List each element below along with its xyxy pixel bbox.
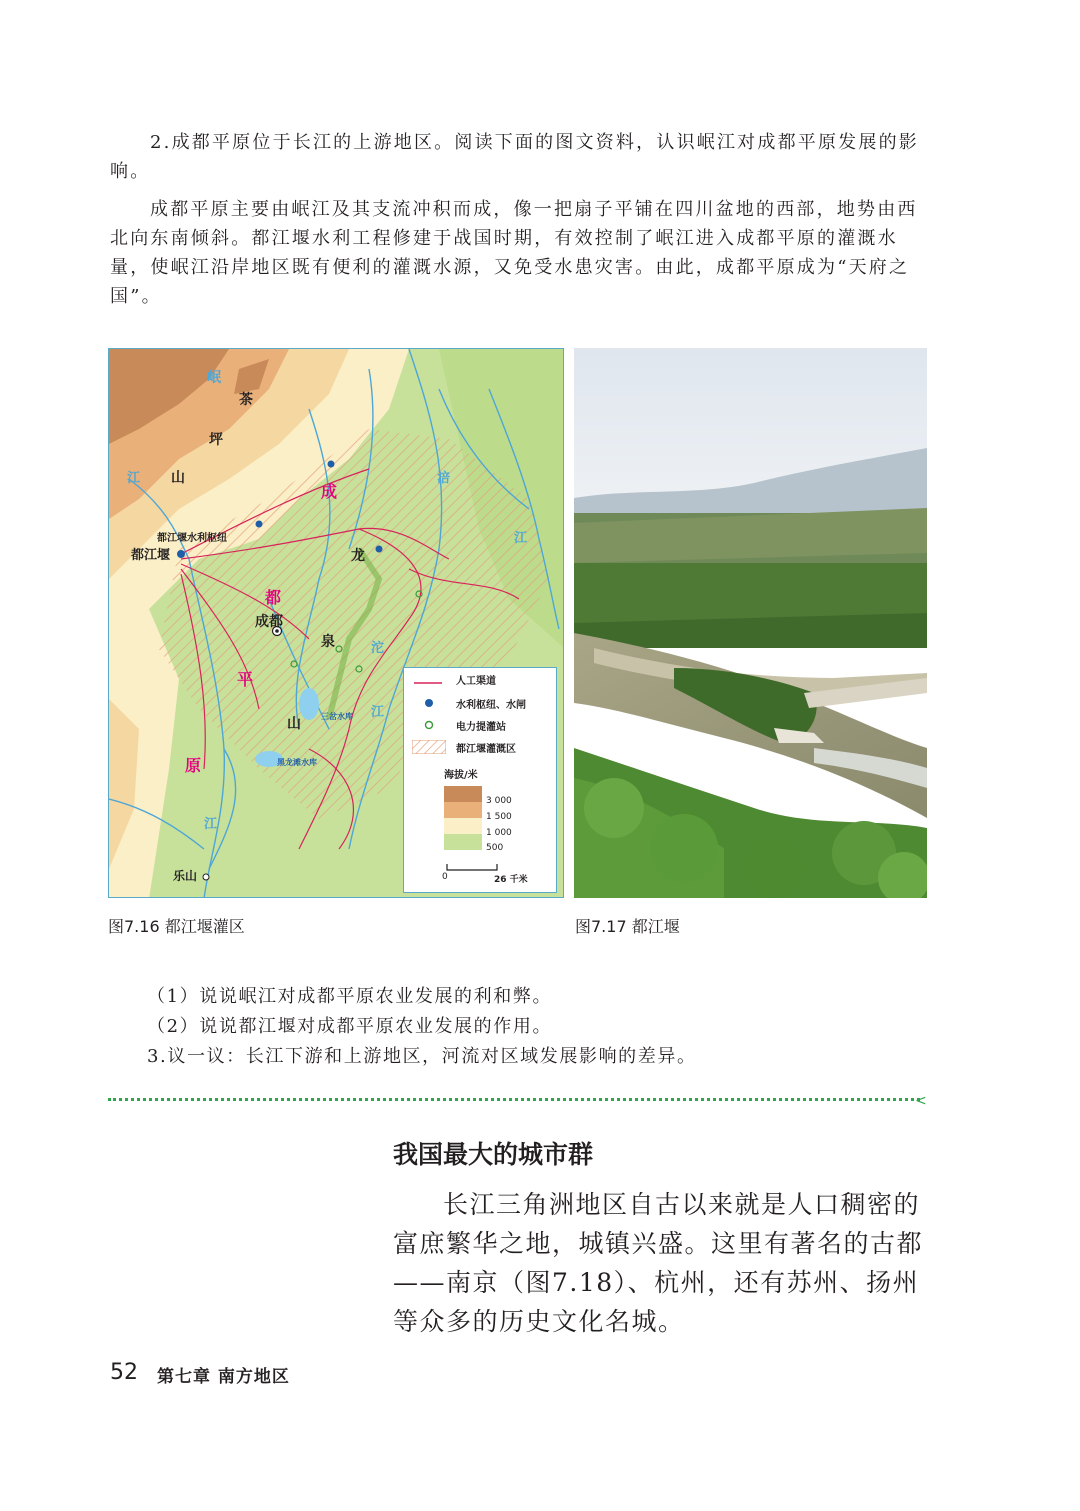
intro-paragraph-1: 2.成都平原位于长江的上游地区。阅读下面的图文资料，认识岷江对成都平原发展的影响。 (110, 132, 919, 182)
caption-fig-7-17: 图7.17 都江堰 (575, 917, 680, 936)
map-legend (403, 667, 557, 893)
question-3: 3.议一议：长江下游和上游地区，河流对区域发展影响的差异。 (147, 1046, 697, 1067)
plain-char-3: 平 (237, 670, 254, 689)
label-dujiangyan: 都江堰 (131, 548, 171, 563)
intro-text (110, 128, 930, 311)
question-2: （2）说说都江堰对成都平原农业发展的作用。 (147, 1016, 553, 1037)
plain-char-1: 成 (321, 482, 338, 501)
question-1: （1）说说岷江对成都平原农业发展的利和弊。 (147, 986, 553, 1007)
range-char-3: 坪 (209, 432, 223, 448)
legend-hub: 水利枢纽、水闸 (456, 700, 526, 711)
page-number: 52 (110, 1360, 138, 1385)
scale-zero: 0 (442, 872, 448, 882)
legend-canal: 人工渠道 (456, 676, 496, 687)
river-char-4: 江 (204, 817, 218, 832)
river-char-3: 江 (371, 705, 385, 720)
scale-end: 26 千米 (494, 875, 528, 885)
range-char-1: 岷 (207, 370, 221, 386)
river-char-1: 江 (127, 471, 141, 486)
legend-pump: 电力提灌站 (456, 722, 506, 733)
label-dujiangyan-hub: 都江堰水利枢纽 (157, 533, 227, 544)
elevation-level-500: 500 (486, 843, 504, 853)
legend-irrigation: 都江堰灌溉区 (456, 744, 516, 755)
elevation-level-1000: 1 000 (486, 828, 512, 838)
river-char-2: 江 (514, 531, 528, 546)
plain-char-4: 原 (185, 756, 202, 775)
mountain-char-1: 龙 (351, 548, 365, 564)
caption-fig-7-16: 图7.16 都江堰灌区 (108, 917, 245, 936)
range-char-2: 茶 (239, 392, 253, 408)
range-char-4: 山 (171, 470, 185, 486)
label-chengdu: 成都 (255, 614, 283, 630)
mountain-char-2: 泉 (321, 634, 335, 650)
river-char-fu: 涪 (437, 471, 451, 486)
intro-paragraph-2: 成都平原主要由岷江及其支流冲积而成，像一把扇子平铺在四川盆地的西部，地势由西北向东南倾斜。都江堰水利工程修建于战国时期，有效控制了岷江进入成都平原的灌溉水量，使岷江沿岸地区既有便利的灌溉水源，又免受水患灾害。由此，成都平原成为“天府之国”。 (110, 199, 918, 307)
section-title: 我国最大的城市群 (393, 1140, 594, 1169)
dujiangyan-irrigation-map (108, 348, 564, 898)
plain-char-2: 都 (265, 588, 282, 607)
elevation-level-3000: 3 000 (486, 796, 512, 806)
label-sancha-reservoir: 三岔水库 (321, 712, 353, 721)
scale-bar (446, 864, 498, 872)
divider-arrow-icon: < (915, 1093, 927, 1109)
elevation-level-1500: 1 500 (486, 812, 512, 822)
dotted-divider (108, 1098, 920, 1101)
chapter-title: 第七章 南方地区 (157, 1367, 290, 1387)
dujiangyan-photo (574, 348, 927, 898)
river-char-tuo: 沱 (371, 641, 385, 656)
elevation-scale (444, 786, 482, 850)
legend-elevation-title: 海拔/米 (444, 770, 478, 781)
label-leshan: 乐山 (173, 869, 198, 883)
section-body: 长江三角洲地区自古以来就是人口稠密的富庶繁华之地，城镇兴盛。这里有著名的古都——南京（图7.18）、杭州，还有苏州、扬州等众多的历史文化名城。 (393, 1190, 924, 1336)
photo-illustration (574, 348, 927, 898)
label-heilongtan-reservoir: 黑龙滩水库 (277, 758, 317, 767)
mountain-char-3: 山 (287, 716, 301, 732)
